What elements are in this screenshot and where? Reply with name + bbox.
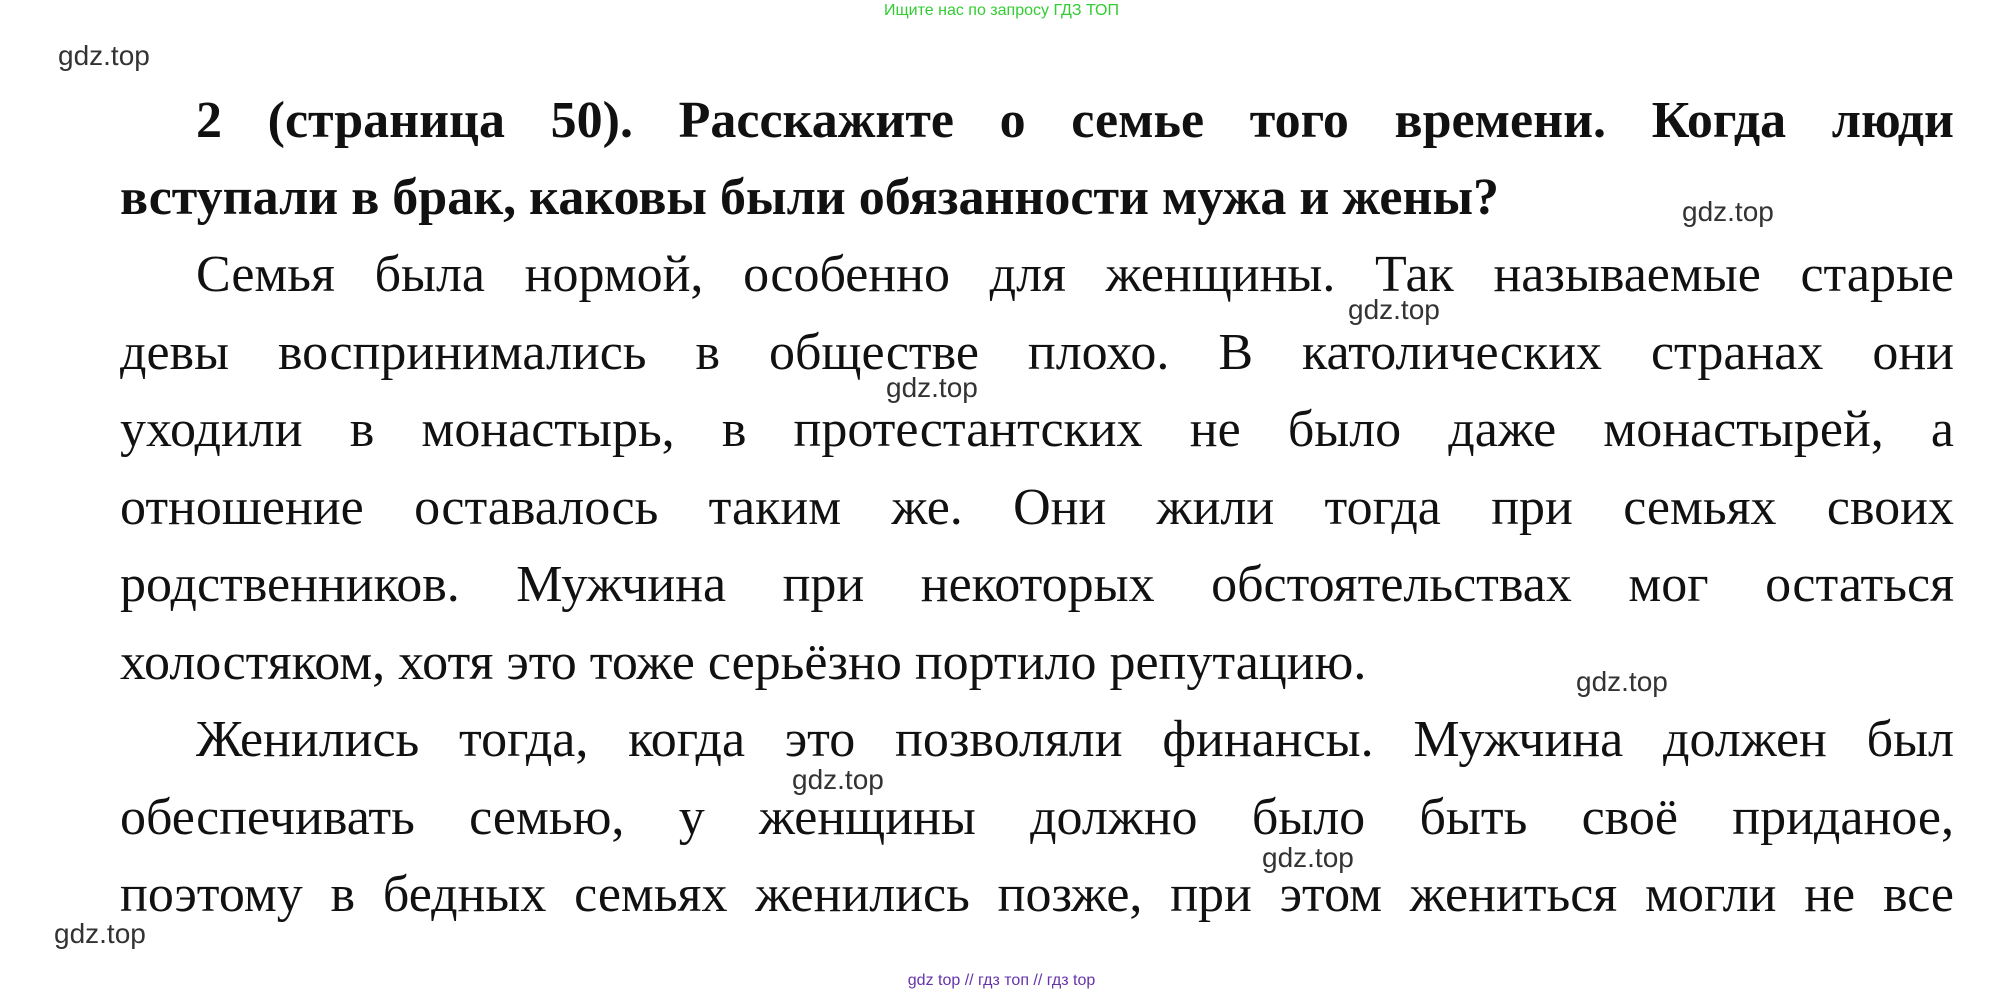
watermark-right-2: gdz.top bbox=[1576, 666, 1668, 697]
question-line: 2 (страница 50). Расскажите о семье того времени. Когда люди bbox=[196, 92, 1954, 149]
paragraph-marriage bbox=[44, 701, 1954, 934]
paragraph-line: поэтому в бедных семьях женились позже, при этом жениться могли не все bbox=[120, 866, 1954, 923]
watermark-center-1: gdz.top bbox=[1348, 294, 1440, 325]
paragraph-line: Семья была нормой, особенно для женщины. Так называемые старые bbox=[196, 246, 1954, 303]
watermark-center-2: gdz.top bbox=[886, 372, 978, 403]
watermark-bottom-left: gdz.top bbox=[54, 918, 146, 949]
paragraph-line: холостяком, хотя это тоже серьёзно портило репутацию. bbox=[120, 633, 1367, 691]
paragraph-family-norm bbox=[44, 236, 1954, 701]
watermark-center-4: gdz.top bbox=[1262, 842, 1354, 873]
question-heading bbox=[44, 82, 1954, 236]
paragraph-line: уходили в монастырь, в протестантских не было даже монастырей, а bbox=[120, 401, 1954, 458]
document-body bbox=[44, 82, 1954, 934]
paragraph-line: отношение оставалось таким же. Они жили тогда при семьях своих bbox=[120, 478, 1954, 536]
top-banner: Ищите нас по запросу ГДЗ ТОП bbox=[884, 2, 1119, 19]
footer-links: gdz top // гдз топ // гдз top bbox=[907, 972, 1096, 989]
watermark-top-left: gdz.top bbox=[58, 40, 150, 71]
paragraph-line: обеспечивать семью, у женщины должно было быть своё приданое, bbox=[120, 788, 1954, 846]
paragraph-line: родственников. Мужчина при некоторых обстоятельствах мог остаться bbox=[120, 556, 1954, 613]
question-line: вступали в брак, каковы были обязанности мужа и жены? bbox=[120, 169, 1500, 226]
watermark-center-3: gdz.top bbox=[792, 764, 884, 795]
watermark-right-1: gdz.top bbox=[1682, 196, 1774, 227]
paragraph-line: Женились тогда, когда это позволяли финансы. Мужчина должен был bbox=[196, 711, 1954, 768]
paragraph-line: девы воспринимались в обществе плохо. В католических странах они bbox=[120, 323, 1954, 381]
